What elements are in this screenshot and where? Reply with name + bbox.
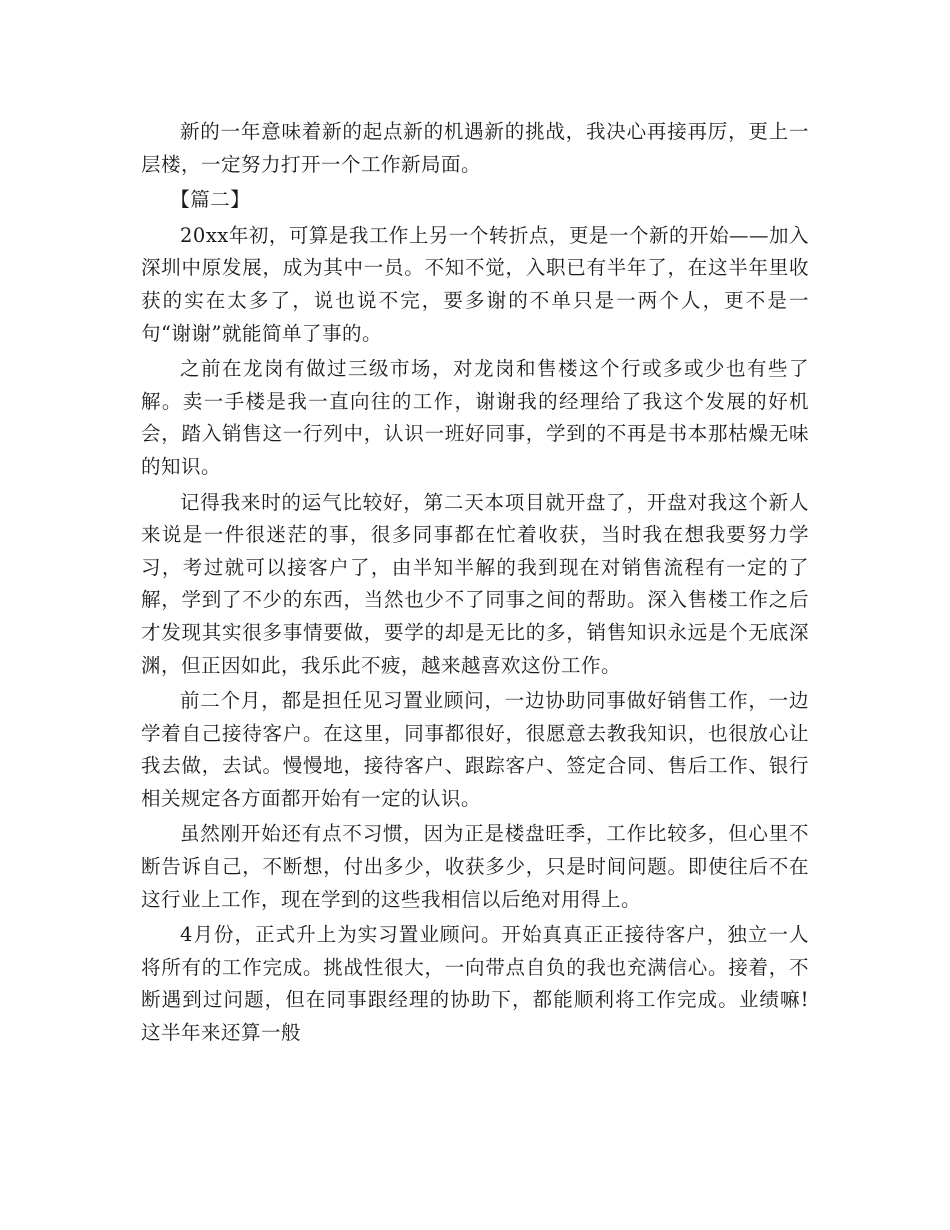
paragraph-new-year-resolution: 新的一年意味着新的起点新的机遇新的挑战，我决心再接再厉，更上一层楼，一定努力打开一个工作新局面。 (141, 120, 809, 176)
section-heading: 【篇二】 (170, 188, 251, 212)
document-body (141, 116, 809, 1053)
paragraph-promotion: 4月份，正式升上为实习置业顾问。开始真真正正接待客户，独立一人将所有的工作完成。挑战性很大，一向带点自负的我也充满信心。接着，不断遇到过问题，但在同事跟经理的协助下，都能顺利将工作完成。业绩嘛!这半年来还算一般 (141, 923, 809, 1045)
paragraph-joining-company: 20xx年初，可算是我工作上另一个转折点，更是一个新的开始——加入深圳中原发展，成为其中一员。不知不觉，入职已有半年了，在这半年里收获的实在太多了，说也说不完，要多谢的不单只是一两个人，更不是一句“谢谢”就能简单了事的。 (141, 223, 809, 345)
paragraph-adjustment: 虽然刚开始还有点不习惯，因为正是楼盘旺季，工作比较多，但心里不断告诉自己，不断想，付出多少，收获多少，只是时间问题。即使往后不在这行业上工作，现在学到的这些我相信以后绝对用得上。 (141, 822, 809, 911)
paragraph-prior-experience: 之前在龙岗有做过三级市场，对龙岗和售楼这个行或多或少也有些了解。卖一手楼是我一直向往的工作，谢谢我的经理给了我这个发展的好机会，踏入销售这一行列中，认识一班好同事，学到的不再是书本那枯燥无味的知识。 (141, 357, 809, 478)
paragraph-trainee-period: 前二个月，都是担任见习置业顾问，一边协助同事做好销售工作，一边学着自己接待客户。在这里，同事都很好，很愿意去教我知识，也很放心让我去做，去试。慢慢地，接待客户、跟踪客户、签定合同、售后工作、银行相关规定各方面都开始有一定的认识。 (141, 689, 809, 810)
paragraph-opening-day: 记得我来时的运气比较好，第二天本项目就开盘了，开盘对我这个新人来说是一件很迷茫的事，很多同事都在忙着收获，当时我在想我要努力学习，考过就可以接客户了，由半知半解的我到现在对销售流程有一定的了解，学到了不少的东西，当然也少不了同事之间的帮助。深入售楼工作之后才发现其实很多事情要做，要学的却是无比的多，销售知识永远是个无底深渊，但正因如此，我乐此不疲，越来越喜欢这份工作。 (141, 490, 809, 677)
